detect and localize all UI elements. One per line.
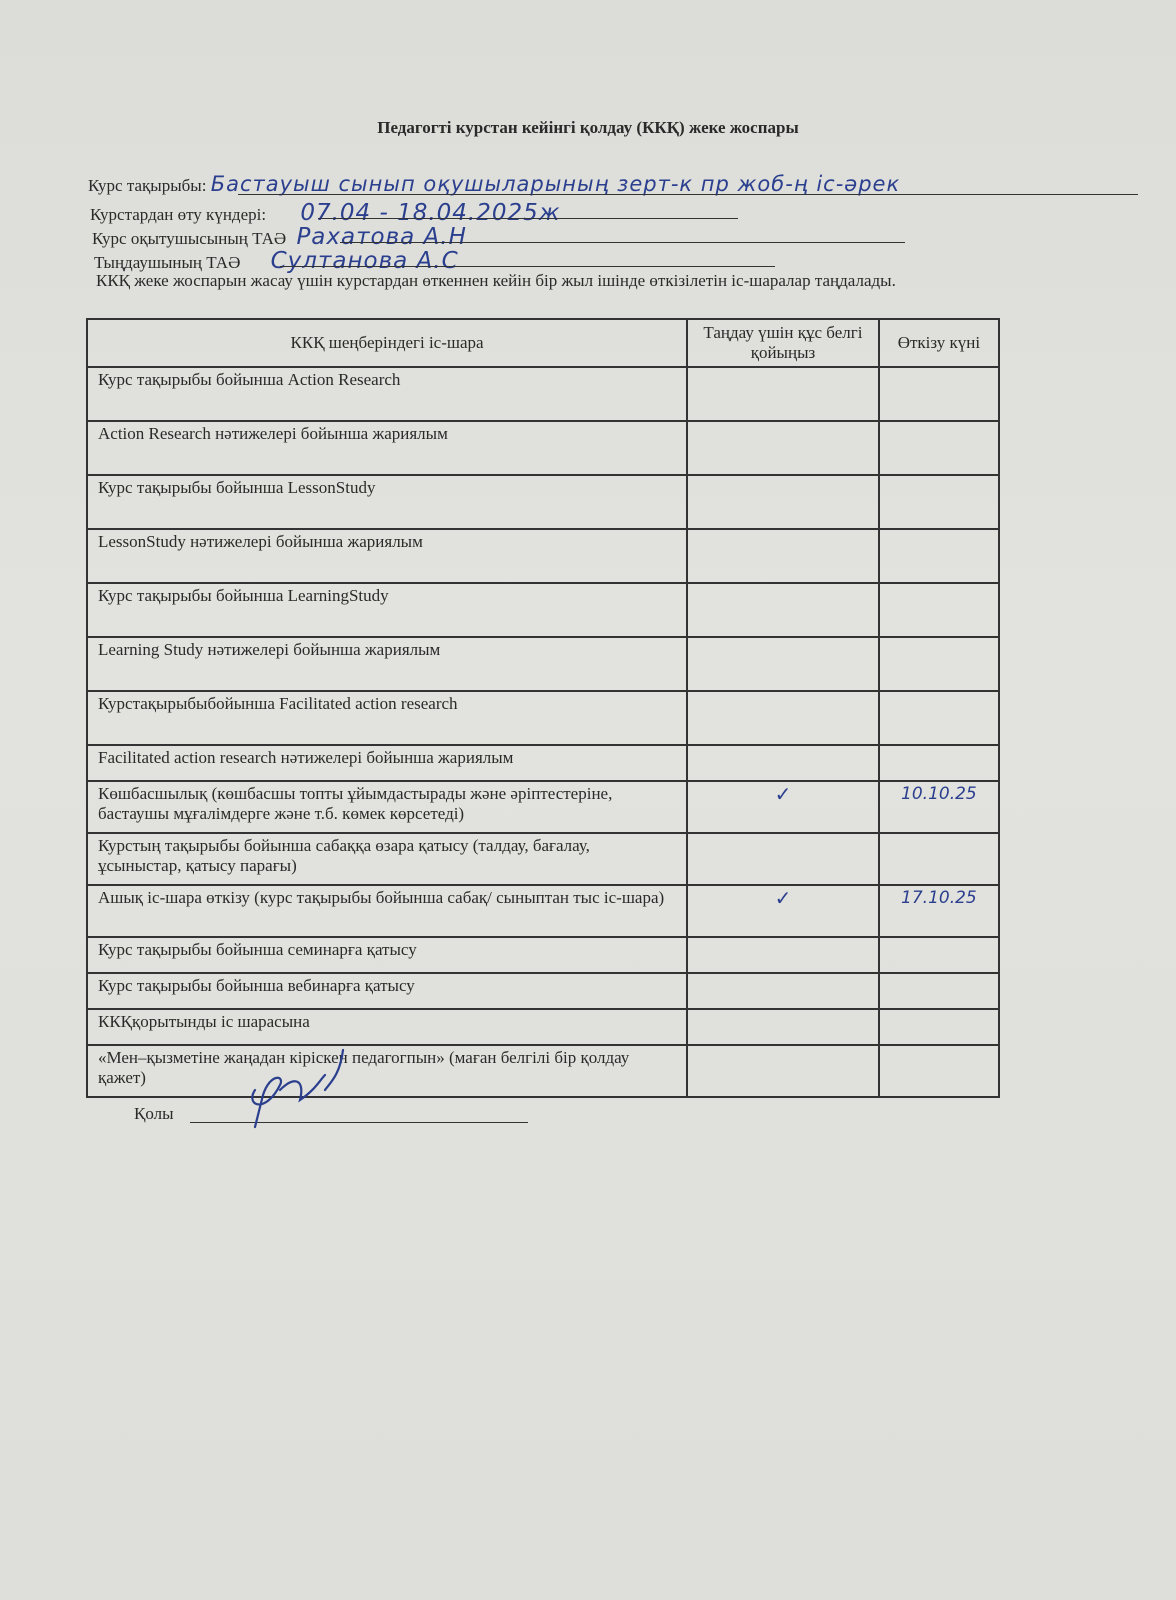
listener-value: Султанова А.С <box>270 248 459 274</box>
mark-cell <box>687 529 879 583</box>
activity-cell: Курс тақырыбы бойынша LearningStudy <box>87 583 687 637</box>
document-title: Педагогті курстан кейінгі қолдау (ККҚ) жеке жоспары <box>377 118 799 137</box>
mark-cell: ✓ <box>687 885 879 937</box>
date-cell <box>879 1045 999 1097</box>
table-row <box>87 421 999 475</box>
table-row <box>87 637 999 691</box>
activity-cell: Facilitated action research нәтижелері бойынша жариялым <box>87 745 687 781</box>
date-cell: 10.10.25 <box>879 781 999 833</box>
table-row <box>87 475 999 529</box>
mark-cell <box>687 421 879 475</box>
date-cell <box>879 973 999 1009</box>
table-row <box>87 885 999 937</box>
date-cell <box>879 637 999 691</box>
table-row <box>87 833 999 885</box>
course-topic-row <box>88 172 900 196</box>
header-activity: ККҚ шеңберіндегі іс-шара <box>87 319 687 367</box>
date-cell <box>879 937 999 973</box>
mark-cell <box>687 937 879 973</box>
table-row <box>87 1045 999 1097</box>
course-topic-label: Курс тақырыбы: <box>88 176 207 195</box>
mark-cell <box>687 833 879 885</box>
mark-cell <box>687 1045 879 1097</box>
activity-table <box>86 318 1000 1098</box>
activity-cell: Курстың тақырыбы бойынша сабаққа өзара қатысу (талдау, бағалау, ұсыныстар, қатысу парағы) <box>87 833 687 885</box>
mark-cell <box>687 367 879 421</box>
table-row <box>87 529 999 583</box>
activity-cell: Курстақырыбыбойынша Facilitated action research <box>87 691 687 745</box>
activity-cell: Learning Study нәтижелері бойынша жариялым <box>87 637 687 691</box>
mark-cell <box>687 691 879 745</box>
activity-cell: Курс тақырыбы бойынша Action Research <box>87 367 687 421</box>
table-row <box>87 781 999 833</box>
teacher-label: Курс оқытушысының ТАӘ <box>92 229 287 248</box>
teacher-row <box>92 224 467 250</box>
date-cell <box>879 1009 999 1045</box>
mark-cell <box>687 475 879 529</box>
table-row <box>87 937 999 973</box>
listener-underline <box>280 266 775 267</box>
date-cell <box>879 421 999 475</box>
dates-label: Курстардан өту күндері: <box>90 205 267 224</box>
activity-cell: Көшбасшылық (көшбасшы топты ұйымдастырады және әріптестеріне, бастаушы мұғалімдерге және т.б. көмек көрсетеді) <box>87 781 687 833</box>
date-cell <box>879 691 999 745</box>
dates-value: 07.04 - 18.04.2025ж <box>300 200 561 226</box>
table-header-row <box>87 319 999 367</box>
activity-cell: Курс тақырыбы бойынша вебинарға қатысу <box>87 973 687 1009</box>
table-row <box>87 583 999 637</box>
signature-label: Қолы <box>134 1104 174 1123</box>
table-row <box>87 691 999 745</box>
table-row <box>87 745 999 781</box>
table-row <box>87 973 999 1009</box>
activity-cell: Ашық іс-шара өткізу (курс тақырыбы бойынша сабақ/ сыныптан тыс іс-шара) <box>87 885 687 937</box>
listener-label: Тыңдаушының ТАӘ <box>94 253 241 272</box>
activity-cell: Курс тақырыбы бойынша семинарға қатысу <box>87 937 687 973</box>
activity-cell: ККҚқорытынды іс шарасына <box>87 1009 687 1045</box>
mark-cell <box>687 1009 879 1045</box>
mark-cell <box>687 637 879 691</box>
course-topic-value: Бастауыш сынып оқушыларының зерт-к пр жоб-ң іс-әрек <box>210 172 901 196</box>
mark-cell <box>687 745 879 781</box>
teacher-underline <box>340 242 905 243</box>
date-cell <box>879 529 999 583</box>
signature-mark <box>225 1045 365 1135</box>
mark-cell <box>687 583 879 637</box>
date-cell <box>879 833 999 885</box>
course-topic-underline <box>238 194 1138 195</box>
mark-cell <box>687 973 879 1009</box>
date-cell <box>879 745 999 781</box>
table-row <box>87 1009 999 1045</box>
header-date: Өткізу күні <box>879 319 999 367</box>
date-cell <box>879 475 999 529</box>
activity-cell: LessonStudy нәтижелері бойынша жариялым <box>87 529 687 583</box>
activity-cell: Action Research нәтижелері бойынша жариялым <box>87 421 687 475</box>
date-cell <box>879 367 999 421</box>
dates-row <box>90 200 561 226</box>
mark-cell: ✓ <box>687 781 879 833</box>
activity-cell: «Мен–қызметіне жаңадан кіріскен педагогпын» (маған белгілі бір қолдау қажет) <box>87 1045 687 1097</box>
date-cell <box>879 583 999 637</box>
activity-cell: Курс тақырыбы бойынша LessonStudy <box>87 475 687 529</box>
teacher-value: Рахатова А.Н <box>296 224 467 250</box>
table-row <box>87 367 999 421</box>
dates-underline <box>318 218 738 219</box>
date-cell: 17.10.25 <box>879 885 999 937</box>
intro-paragraph: ККҚ жеке жоспарын жасау үшін курстардан өткеннен кейін бір жыл ішінде өткізілетін іс-шаралар таңдалады. <box>96 271 896 290</box>
header-mark: Таңдау үшін құс белгі қойыңыз <box>687 319 879 367</box>
